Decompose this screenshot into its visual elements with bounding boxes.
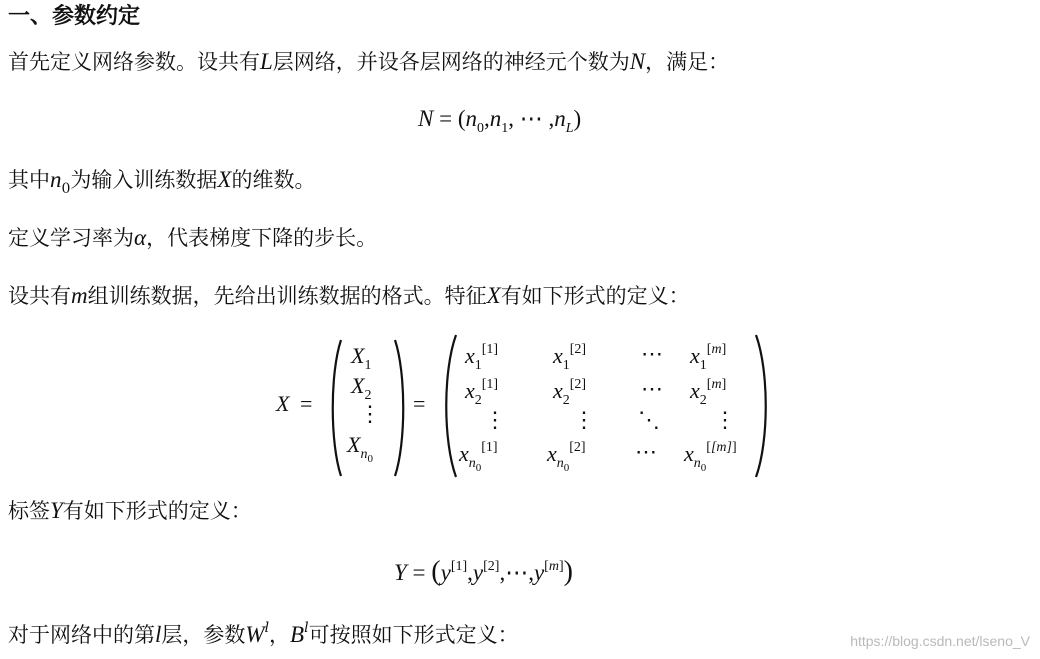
text: 设共有 [8, 284, 71, 308]
paragraph-n0 [8, 166, 315, 203]
matrix-left-paren [441, 333, 459, 479]
math-op: ( [431, 556, 441, 587]
text: 层，参数 [161, 623, 246, 647]
math-var: Y [50, 498, 63, 523]
text: ，代表梯度下降的步长。 [146, 226, 378, 250]
math-op: ) [563, 556, 573, 587]
paragraph-network-params [8, 48, 729, 76]
math-var: W [245, 622, 265, 647]
math-sub: 0 [476, 121, 484, 136]
math-var: X [276, 391, 290, 416]
matrix-vdots: ⋮ [714, 407, 736, 432]
math-var: l [155, 622, 162, 647]
text: ，满足： [645, 50, 730, 74]
text: 其中 [8, 168, 50, 192]
paragraph-training-data [8, 282, 690, 310]
matrix-entry: $x_1[m]$ [690, 342, 727, 373]
math-op: = [406, 560, 432, 585]
matrix-cdots: ⋯ [641, 341, 663, 366]
matrix-right-paren [753, 333, 771, 479]
vector-entry: $X_2$ [351, 373, 372, 403]
text: 首先定义网络参数。设共有 [8, 50, 260, 74]
math-op: = ( [433, 106, 466, 131]
math-var: N [629, 49, 646, 74]
math-sup: [1] [450, 559, 468, 574]
math-var: Y [394, 560, 407, 585]
math-var: y [440, 560, 451, 585]
text: 层网络，并设各层网络的神经元个数为 [272, 50, 630, 74]
text: 为输入训练数据 [70, 168, 218, 192]
math-var: X [217, 167, 232, 192]
matrix-cdots: ⋯ [641, 376, 663, 401]
text: 对于网络中的第 [8, 623, 155, 647]
watermark: https://blog.csdn.net/lseno_V [850, 633, 1030, 649]
text: 有如下形式的定义： [62, 499, 252, 523]
text: 的维数。 [231, 168, 316, 192]
text: ， [269, 623, 291, 647]
vector-vdots: ⋮ [359, 401, 381, 426]
math-sup: l [264, 620, 270, 636]
paragraph-learning-rate [8, 224, 377, 252]
math-op: ⋯ [505, 560, 529, 585]
math-sup: [m] [544, 559, 564, 574]
math-sub: 0 [61, 181, 71, 197]
matrix-cdots: ⋯ [635, 439, 657, 464]
text: 定义学习率为 [8, 226, 134, 250]
math-sup: [2] [483, 559, 500, 574]
math-var: L [565, 121, 574, 136]
math-op: ⋯ [513, 106, 549, 131]
math-op: = [413, 391, 426, 416]
matrix-entry: $x_1[1]$ [465, 342, 499, 373]
matrix-vdots: ⋮ [573, 407, 595, 432]
text: 标签 [8, 499, 50, 523]
math-op: ) [573, 106, 582, 131]
math-var: m [71, 283, 88, 308]
matrix-entry: $x_1[2]$ [553, 342, 587, 373]
text: 可按照如下形式定义： [308, 623, 519, 647]
vector-left-paren [328, 338, 344, 478]
math-var: n [489, 106, 502, 131]
paragraph-layer-params [8, 614, 519, 649]
paragraph-label-y [8, 497, 252, 525]
math-op: , [548, 106, 555, 131]
matrix-entry: $x_2[1]$ [465, 377, 499, 408]
text: 组训练数据，先给出训练数据的格式。特征 [87, 284, 487, 308]
math-op: , [528, 560, 534, 585]
matrix-entry: $x_{n_0}[1]$ [459, 440, 498, 474]
math-var: X [486, 283, 501, 308]
math-op: = [300, 391, 313, 416]
math-sup: l [304, 620, 309, 636]
matrix-ddots: ⋱ [638, 407, 660, 432]
math-sub: 1 [501, 121, 509, 136]
math-var: α [134, 225, 147, 250]
math-var: n [465, 106, 477, 131]
math-var: N [418, 106, 434, 131]
math-op: , [483, 106, 490, 131]
matrix-entry: $x_{n_0}[2]$ [547, 440, 586, 474]
math-sub [566, 121, 574, 136]
math-op: , [467, 560, 473, 585]
math-var: n [554, 106, 566, 131]
equation-n [418, 106, 581, 137]
matrix-entry: $x_2[2]$ [553, 377, 587, 408]
matrix-vdots: ⋮ [484, 407, 506, 432]
math-var: n [50, 167, 62, 192]
section-heading: 一、参数约定 [8, 3, 141, 29]
math-var: y [472, 560, 484, 585]
math-var: B [290, 622, 305, 647]
matrix-entry: $x_2[m]$ [690, 377, 727, 408]
math-var: y [533, 560, 545, 585]
math-op: , [508, 106, 514, 131]
text: 有如下形式的定义： [500, 284, 690, 308]
math-op: , [499, 560, 506, 585]
vector-entry: $X_{n_0}$ [347, 432, 373, 465]
equation-y [394, 556, 573, 588]
vector-right-paren [392, 338, 408, 478]
vector-entry: $X_1$ [351, 343, 372, 373]
math-var: L [260, 49, 273, 74]
matrix-entry: $x_{n_0}[[m]]$ [684, 440, 737, 474]
